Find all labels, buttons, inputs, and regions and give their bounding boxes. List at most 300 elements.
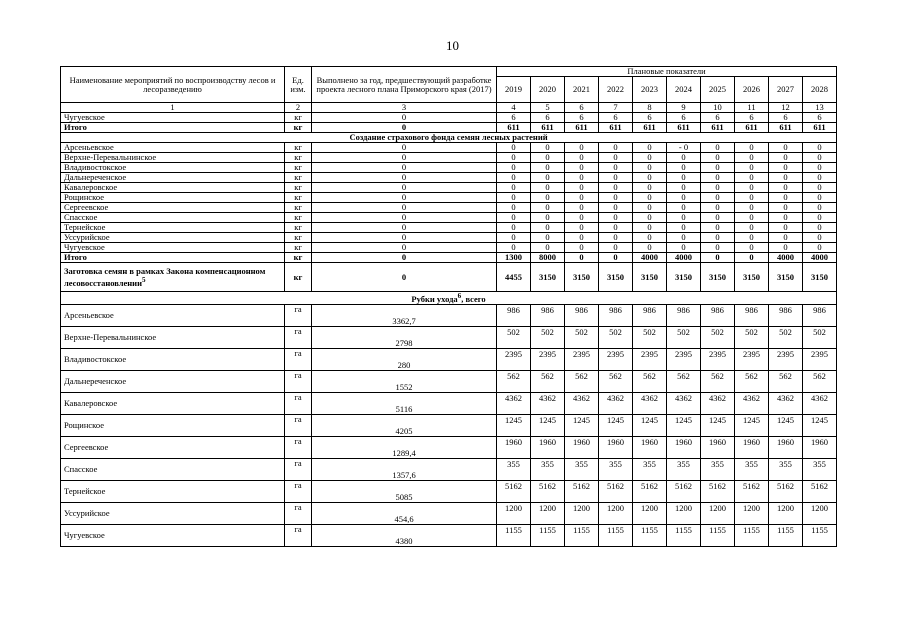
row-plan-value: 0 bbox=[531, 233, 565, 243]
row-unit: кг bbox=[285, 183, 312, 193]
row-plan-value: 2395 bbox=[599, 348, 633, 370]
column-number: 4 bbox=[497, 103, 531, 113]
row-name-text: Дальнереченское bbox=[64, 172, 127, 182]
table-row bbox=[61, 153, 837, 163]
row-plan-value: 611 bbox=[565, 123, 599, 133]
row-plan-value: 0 bbox=[497, 143, 531, 153]
row-plan-value: 2395 bbox=[497, 348, 531, 370]
row-plan-value: 0 bbox=[565, 203, 599, 213]
row-plan-value: 0 bbox=[599, 223, 633, 233]
row-unit: га bbox=[285, 348, 312, 370]
row-plan-value: 0 bbox=[565, 213, 599, 223]
row-done-2017: 0 bbox=[312, 253, 497, 263]
row-plan-value: 0 bbox=[531, 243, 565, 253]
row-plan-value: 0 bbox=[667, 243, 701, 253]
row-name bbox=[61, 223, 285, 233]
row-name-text: Верхне-Перевальнинское bbox=[64, 152, 157, 162]
row-plan-value: 611 bbox=[633, 123, 667, 133]
row-plan-value: 2395 bbox=[735, 348, 769, 370]
row-plan-value: 1960 bbox=[769, 436, 803, 458]
row-plan-value: 1155 bbox=[565, 524, 599, 546]
row-unit: га bbox=[285, 524, 312, 546]
row-plan-value: 986 bbox=[803, 304, 837, 326]
row-plan-value: 0 bbox=[769, 163, 803, 173]
row-plan-value: 502 bbox=[701, 326, 735, 348]
row-plan-value: 0 bbox=[497, 233, 531, 243]
row-plan-value: 986 bbox=[735, 304, 769, 326]
row-plan-value: 0 bbox=[599, 143, 633, 153]
column-number: 6 bbox=[565, 103, 599, 113]
row-plan-value: 0 bbox=[497, 163, 531, 173]
row-plan-value: 4362 bbox=[531, 392, 565, 414]
row-plan-value: 355 bbox=[497, 458, 531, 480]
row-plan-value: 562 bbox=[803, 370, 837, 392]
header-year: 2027 bbox=[769, 77, 803, 103]
row-plan-value: 1200 bbox=[599, 502, 633, 524]
row-plan-value: 1155 bbox=[735, 524, 769, 546]
row-plan-value: 0 bbox=[531, 213, 565, 223]
column-number: 2 bbox=[285, 103, 312, 113]
row-plan-value: 0 bbox=[531, 223, 565, 233]
row-plan-value: 4362 bbox=[735, 392, 769, 414]
row-plan-value: 1155 bbox=[497, 524, 531, 546]
row-plan-value: 0 bbox=[667, 203, 701, 213]
row-plan-value: 0 bbox=[735, 233, 769, 243]
row-plan-value: 2395 bbox=[667, 348, 701, 370]
row-plan-value: 3150 bbox=[803, 263, 837, 292]
row-plan-value: 3150 bbox=[633, 263, 667, 292]
row-plan-value: 0 bbox=[497, 183, 531, 193]
row-plan-value: 2395 bbox=[701, 348, 735, 370]
row-unit: га bbox=[285, 436, 312, 458]
row-plan-value: 502 bbox=[531, 326, 565, 348]
row-plan-value: 0 bbox=[769, 193, 803, 203]
row-plan-value: 1245 bbox=[735, 414, 769, 436]
row-plan-value: 1200 bbox=[497, 502, 531, 524]
row-plan-value: 0 bbox=[667, 223, 701, 233]
row-name bbox=[61, 253, 285, 263]
row-plan-value: 0 bbox=[667, 213, 701, 223]
row-plan-value: 4362 bbox=[769, 392, 803, 414]
row-plan-value: 2395 bbox=[565, 348, 599, 370]
row-name-text: Спасское bbox=[64, 212, 98, 222]
row-name-text: Кавалеровское bbox=[64, 182, 118, 192]
row-plan-value: 1200 bbox=[633, 502, 667, 524]
row-plan-value: 0 bbox=[803, 153, 837, 163]
row-plan-value: 1245 bbox=[497, 414, 531, 436]
row-plan-value: 6 bbox=[701, 113, 735, 123]
footnote-mark: 6 bbox=[457, 292, 462, 300]
row-plan-value: 0 bbox=[633, 163, 667, 173]
row-plan-value: 4362 bbox=[667, 392, 701, 414]
row-plan-value: 4000 bbox=[769, 253, 803, 263]
row-done-2017: 4205 bbox=[312, 414, 497, 436]
row-plan-value: 0 bbox=[803, 223, 837, 233]
row-plan-value: 6 bbox=[497, 113, 531, 123]
row-done-2017: 1357,6 bbox=[312, 458, 497, 480]
row-done-2017: 280 bbox=[312, 348, 497, 370]
column-number: 9 bbox=[667, 103, 701, 113]
row-plan-value: 0 bbox=[599, 203, 633, 213]
row-plan-value: 0 bbox=[803, 243, 837, 253]
row-plan-value: 0 bbox=[735, 213, 769, 223]
row-plan-value: 0 bbox=[565, 243, 599, 253]
row-name-text: Чугуевское bbox=[64, 242, 105, 252]
table-row bbox=[61, 436, 837, 458]
header-year: 2028 bbox=[803, 77, 837, 103]
row-name bbox=[61, 436, 285, 458]
row-name bbox=[61, 203, 285, 213]
row-done-2017: 1289,4 bbox=[312, 436, 497, 458]
row-done-2017: 4380 bbox=[312, 524, 497, 546]
table-row bbox=[61, 193, 837, 203]
row-name-text: Тернейское bbox=[64, 222, 106, 232]
table-row bbox=[61, 326, 837, 348]
row-plan-value: 4000 bbox=[803, 253, 837, 263]
row-plan-value: 0 bbox=[701, 193, 735, 203]
row-plan-value: 986 bbox=[531, 304, 565, 326]
row-plan-value: 1155 bbox=[701, 524, 735, 546]
row-name-text: Арсеньевское bbox=[64, 142, 114, 152]
row-plan-value: 562 bbox=[599, 370, 633, 392]
row-name-text: Тернейское bbox=[64, 485, 106, 496]
row-plan-value: 0 bbox=[633, 233, 667, 243]
row-name-text: Чугуевское bbox=[64, 529, 105, 540]
row-plan-value: 0 bbox=[803, 143, 837, 153]
page-number: 10 bbox=[446, 38, 459, 53]
row-done-2017: 3362,7 bbox=[312, 304, 497, 326]
row-name bbox=[61, 304, 285, 326]
row-name-text: Рощинское bbox=[64, 419, 105, 430]
row-plan-value: 0 bbox=[701, 243, 735, 253]
row-plan-value: 4362 bbox=[803, 392, 837, 414]
row-plan-value: 0 bbox=[803, 193, 837, 203]
row-unit: га bbox=[285, 304, 312, 326]
table-row bbox=[61, 173, 837, 183]
row-plan-value: 1960 bbox=[633, 436, 667, 458]
row-plan-value: 0 bbox=[531, 173, 565, 183]
row-name-text: Владивостокское bbox=[64, 162, 127, 172]
section-title-suffix: , всего bbox=[461, 293, 486, 304]
row-plan-value: 0 bbox=[599, 153, 633, 163]
row-plan-value: 5162 bbox=[701, 480, 735, 502]
table-row bbox=[61, 304, 837, 326]
row-unit: кг bbox=[285, 143, 312, 153]
row-plan-value: 0 bbox=[769, 173, 803, 183]
row-plan-value: 0 bbox=[633, 173, 667, 183]
column-number: 11 bbox=[735, 103, 769, 113]
row-plan-value: 0 bbox=[701, 143, 735, 153]
row-plan-value: 1960 bbox=[599, 436, 633, 458]
row-plan-value: 3150 bbox=[531, 263, 565, 292]
header-year: 2026 bbox=[735, 77, 769, 103]
header-year: 2021 bbox=[565, 77, 599, 103]
row-name-text: Чугуевское bbox=[64, 112, 105, 122]
header-year: 2019 bbox=[497, 77, 531, 103]
row-plan-value: 0 bbox=[531, 153, 565, 163]
row-plan-value: 0 bbox=[633, 193, 667, 203]
row-plan-value: 3150 bbox=[599, 263, 633, 292]
row-plan-value: 4455 bbox=[497, 263, 531, 292]
row-done-2017: 5085 bbox=[312, 480, 497, 502]
row-name bbox=[61, 480, 285, 502]
row-plan-value: 0 bbox=[599, 163, 633, 173]
row-plan-value: 0 bbox=[531, 163, 565, 173]
row-plan-value: 0 bbox=[565, 253, 599, 263]
row-plan-value: 1960 bbox=[701, 436, 735, 458]
row-done-2017: 1552 bbox=[312, 370, 497, 392]
row-plan-value: 0 bbox=[667, 233, 701, 243]
row-unit: кг bbox=[285, 233, 312, 243]
table-row bbox=[61, 348, 837, 370]
header-done-2017: Выполнено за год, предшествующий разработке проекта лесного плана Приморского края (2017) bbox=[312, 67, 497, 103]
table-row bbox=[61, 243, 837, 253]
row-name bbox=[61, 213, 285, 223]
row-plan-value: 611 bbox=[531, 123, 565, 133]
row-plan-value: 562 bbox=[769, 370, 803, 392]
row-plan-value: 0 bbox=[769, 233, 803, 243]
row-name-text: Сергеевское bbox=[64, 202, 109, 212]
row-plan-value: 3150 bbox=[769, 263, 803, 292]
row-plan-value: 8000 bbox=[531, 253, 565, 263]
row-plan-value: 6 bbox=[667, 113, 701, 123]
row-plan-value: 611 bbox=[803, 123, 837, 133]
row-name bbox=[61, 183, 285, 193]
row-name bbox=[61, 414, 285, 436]
row-plan-value: 4362 bbox=[599, 392, 633, 414]
row-plan-value: 0 bbox=[531, 143, 565, 153]
row-name bbox=[61, 243, 285, 253]
table-row bbox=[61, 502, 837, 524]
row-plan-value: 0 bbox=[735, 153, 769, 163]
forest-reproduction-table bbox=[60, 66, 837, 547]
table-row bbox=[61, 213, 837, 223]
row-plan-value: 3150 bbox=[701, 263, 735, 292]
row-plan-value: 502 bbox=[565, 326, 599, 348]
row-plan-value: 0 bbox=[497, 223, 531, 233]
row-plan-value: 1200 bbox=[803, 502, 837, 524]
column-number: 13 bbox=[803, 103, 837, 113]
row-unit: га bbox=[285, 480, 312, 502]
section-title-text: Создание страхового фонда семян лесных растений bbox=[349, 132, 548, 142]
row-name bbox=[61, 113, 285, 123]
row-plan-value: 0 bbox=[667, 193, 701, 203]
row-plan-value: 502 bbox=[633, 326, 667, 348]
row-plan-value: 2395 bbox=[803, 348, 837, 370]
row-plan-value: 986 bbox=[633, 304, 667, 326]
row-plan-value: 611 bbox=[667, 123, 701, 133]
row-unit: кг bbox=[285, 203, 312, 213]
column-number: 12 bbox=[769, 103, 803, 113]
row-plan-value: 5162 bbox=[735, 480, 769, 502]
row-plan-value: 0 bbox=[769, 243, 803, 253]
table-row bbox=[61, 143, 837, 153]
row-name bbox=[61, 263, 285, 292]
row-plan-value: 0 bbox=[803, 203, 837, 213]
row-done-2017: 0 bbox=[312, 223, 497, 233]
row-plan-value: 1960 bbox=[735, 436, 769, 458]
row-unit: кг bbox=[285, 223, 312, 233]
table-row bbox=[61, 524, 837, 546]
row-plan-value: 0 bbox=[599, 193, 633, 203]
row-plan-value: 1155 bbox=[769, 524, 803, 546]
row-plan-value: 1245 bbox=[701, 414, 735, 436]
row-plan-value: 611 bbox=[599, 123, 633, 133]
column-number: 5 bbox=[531, 103, 565, 113]
row-plan-value: 562 bbox=[497, 370, 531, 392]
row-unit: га bbox=[285, 414, 312, 436]
row-plan-value: 0 bbox=[667, 163, 701, 173]
row-name-text: Заготовка семян в рамках Закона компенсационном лесовосстановлении bbox=[64, 265, 266, 288]
row-name-text: Уссурийское bbox=[64, 232, 110, 242]
row-plan-value: 611 bbox=[701, 123, 735, 133]
table-row bbox=[61, 370, 837, 392]
row-unit: кг bbox=[285, 213, 312, 223]
row-plan-value: 0 bbox=[565, 143, 599, 153]
row-plan-value: 1155 bbox=[633, 524, 667, 546]
row-plan-value: 355 bbox=[701, 458, 735, 480]
row-plan-value: 0 bbox=[667, 153, 701, 163]
row-plan-value: 0 bbox=[633, 143, 667, 153]
row-name-text: Владивостокское bbox=[64, 353, 127, 364]
row-plan-value: 0 bbox=[735, 243, 769, 253]
row-plan-value: 6 bbox=[633, 113, 667, 123]
row-done-2017: 0 bbox=[312, 183, 497, 193]
row-name bbox=[61, 193, 285, 203]
row-plan-value: 502 bbox=[769, 326, 803, 348]
row-plan-value: 1200 bbox=[667, 502, 701, 524]
header-name: Наименование мероприятий по воспроизводству лесов и лесоразведению bbox=[61, 67, 285, 103]
row-plan-value: 0 bbox=[701, 153, 735, 163]
row-unit: кг bbox=[285, 173, 312, 183]
row-plan-value: 0 bbox=[497, 173, 531, 183]
table-row bbox=[61, 203, 837, 213]
row-done-2017: 0 bbox=[312, 233, 497, 243]
header-year: 2020 bbox=[531, 77, 565, 103]
row-unit: кг bbox=[285, 193, 312, 203]
row-plan-value: 0 bbox=[599, 213, 633, 223]
row-plan-value: 0 bbox=[803, 163, 837, 173]
header-year: 2023 bbox=[633, 77, 667, 103]
row-plan-value: 502 bbox=[497, 326, 531, 348]
row-plan-value: 0 bbox=[565, 233, 599, 243]
row-plan-value: 0 bbox=[667, 173, 701, 183]
row-plan-value: 355 bbox=[599, 458, 633, 480]
row-name-text: Уссурийское bbox=[64, 507, 110, 518]
row-plan-value: 3150 bbox=[735, 263, 769, 292]
row-name bbox=[61, 370, 285, 392]
row-unit: кг bbox=[285, 113, 312, 123]
row-plan-value: 0 bbox=[701, 213, 735, 223]
row-plan-value: 562 bbox=[667, 370, 701, 392]
row-plan-value: 562 bbox=[701, 370, 735, 392]
row-unit: га bbox=[285, 392, 312, 414]
header-year: 2024 bbox=[667, 77, 701, 103]
row-plan-value: 1960 bbox=[667, 436, 701, 458]
row-plan-value: 0 bbox=[565, 223, 599, 233]
row-plan-value: 5162 bbox=[565, 480, 599, 502]
row-plan-value: 0 bbox=[735, 253, 769, 263]
table-row bbox=[61, 223, 837, 233]
row-plan-value: 0 bbox=[769, 153, 803, 163]
row-plan-value: 4362 bbox=[497, 392, 531, 414]
row-plan-value: 5162 bbox=[497, 480, 531, 502]
row-unit: кг bbox=[285, 263, 312, 292]
row-plan-value: 5162 bbox=[531, 480, 565, 502]
row-plan-value: 0 bbox=[497, 243, 531, 253]
row-plan-value: 0 bbox=[667, 183, 701, 193]
header-year: 2022 bbox=[599, 77, 633, 103]
row-plan-value: 5162 bbox=[667, 480, 701, 502]
row-plan-value: 0 bbox=[735, 173, 769, 183]
row-done-2017: 454,6 bbox=[312, 502, 497, 524]
row-done-2017: 2798 bbox=[312, 326, 497, 348]
row-done-2017: 0 bbox=[312, 143, 497, 153]
row-plan-value: 0 bbox=[769, 203, 803, 213]
row-name bbox=[61, 326, 285, 348]
row-name bbox=[61, 123, 285, 133]
row-name-text: Итого bbox=[64, 122, 87, 132]
row-plan-value: 562 bbox=[735, 370, 769, 392]
row-plan-value: 1200 bbox=[531, 502, 565, 524]
row-plan-value: 1245 bbox=[803, 414, 837, 436]
row-plan-value: 0 bbox=[497, 203, 531, 213]
row-plan-value: 986 bbox=[769, 304, 803, 326]
row-name bbox=[61, 458, 285, 480]
table-row bbox=[61, 123, 837, 133]
row-plan-value: 0 bbox=[565, 193, 599, 203]
row-plan-value: 562 bbox=[565, 370, 599, 392]
row-plan-value: 611 bbox=[497, 123, 531, 133]
row-plan-value: 0 bbox=[599, 243, 633, 253]
row-name bbox=[61, 233, 285, 243]
row-plan-value: 2395 bbox=[633, 348, 667, 370]
row-name bbox=[61, 163, 285, 173]
row-name-text: Рощинское bbox=[64, 192, 105, 202]
row-plan-value: 355 bbox=[633, 458, 667, 480]
row-plan-value: 1960 bbox=[497, 436, 531, 458]
row-plan-value: 562 bbox=[633, 370, 667, 392]
table-row bbox=[61, 163, 837, 173]
table-row bbox=[61, 233, 837, 243]
row-plan-value: 1245 bbox=[667, 414, 701, 436]
row-plan-value: 3150 bbox=[565, 263, 599, 292]
header-year: 2025 bbox=[701, 77, 735, 103]
row-plan-value: 1245 bbox=[565, 414, 599, 436]
row-plan-value: 0 bbox=[497, 193, 531, 203]
row-plan-value: 1200 bbox=[565, 502, 599, 524]
row-name-text: Дальнереченское bbox=[64, 375, 127, 386]
column-number: 10 bbox=[701, 103, 735, 113]
table-row bbox=[61, 414, 837, 436]
column-number: 3 bbox=[312, 103, 497, 113]
section-header-row bbox=[61, 133, 837, 143]
row-unit: кг bbox=[285, 243, 312, 253]
row-done-2017: 0 bbox=[312, 123, 497, 133]
row-plan-value: 0 bbox=[769, 223, 803, 233]
row-plan-value: 1245 bbox=[769, 414, 803, 436]
row-plan-value: 0 bbox=[701, 163, 735, 173]
row-plan-value: 1300 bbox=[497, 253, 531, 263]
row-plan-value: 0 bbox=[633, 223, 667, 233]
row-plan-value: 0 bbox=[633, 203, 667, 213]
row-done-2017: 5116 bbox=[312, 392, 497, 414]
table-row bbox=[61, 480, 837, 502]
row-plan-value: 0 bbox=[769, 213, 803, 223]
table-row bbox=[61, 183, 837, 193]
row-name-text: Арсеньевское bbox=[64, 309, 114, 320]
row-done-2017: 0 bbox=[312, 193, 497, 203]
